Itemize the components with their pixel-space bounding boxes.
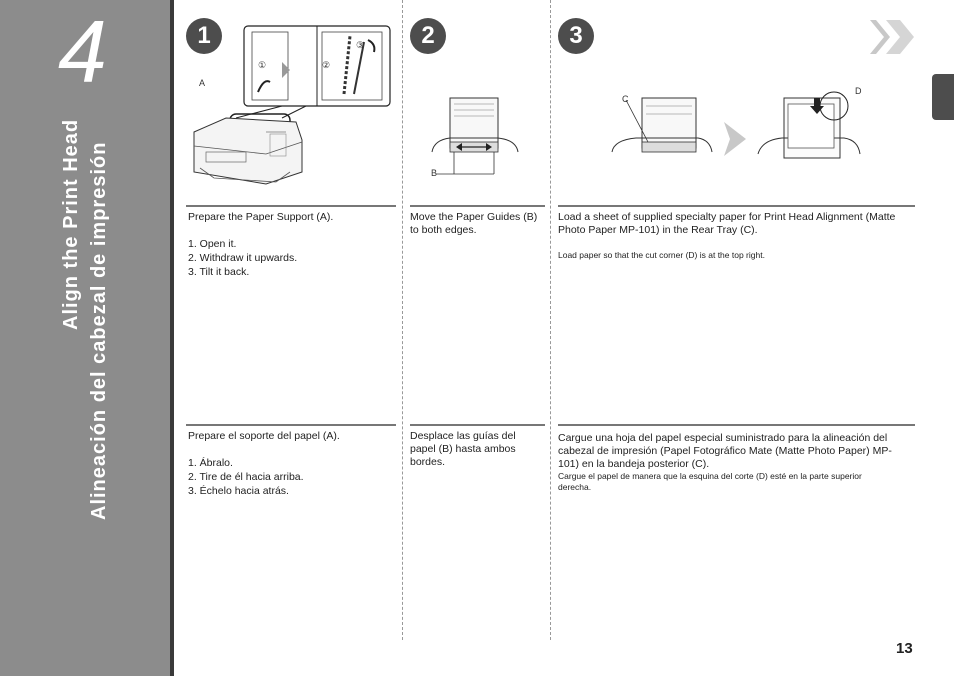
list-item: 2. Tire de él hacia arriba.: [188, 471, 304, 483]
callout-1: ①: [258, 60, 267, 70]
step-3-es-text: Cargue una hoja del papel especial suministrado para la alineación del cabezal de impresión (Papel Fotográfico Mate (Matte Photo Paper) MP-101) en la bandeja posterior (C).: [558, 432, 892, 470]
step-1-es-list: [188, 456, 394, 498]
step-3-en-note: Load paper so that the cut corner (D) is at the top right.: [558, 250, 765, 260]
callout-2: ②: [322, 60, 331, 70]
step-3-badge: 3: [558, 18, 594, 54]
rule: [186, 424, 396, 426]
next-page-double-arrow-icon: [870, 18, 918, 56]
step-1-es-text: [188, 430, 394, 498]
step-1-en-list: [188, 237, 394, 279]
step-3-es-note: Cargue el papel de manera que la esquina del corte (D) esté en la parte superior derecha.: [558, 471, 862, 492]
rule: [558, 205, 915, 207]
step-2-badge: 2: [410, 18, 446, 54]
callout-b: B: [431, 168, 438, 178]
list-item: 3. Tilt it back.: [188, 266, 250, 278]
rule: [410, 205, 545, 207]
rule: [186, 205, 396, 207]
column-divider: [402, 0, 403, 640]
step-2-en-text: Move the Paper Guides (B) to both edges.: [410, 211, 538, 236]
title-english: Align the Print Head: [60, 118, 82, 330]
step-1-printer-illustration: [186, 22, 396, 192]
step-1-badge: 1: [186, 18, 222, 54]
step-1-es-heading: Prepare el soporte del papel (A).: [188, 430, 340, 442]
list-item: 1. Ábralo.: [188, 457, 233, 469]
callout-c: C: [622, 94, 629, 104]
rule: [410, 424, 545, 426]
step-1-en-heading: Prepare the Paper Support (A).: [188, 211, 334, 223]
column-divider: [550, 0, 551, 640]
page-number: 13: [896, 640, 913, 657]
section-tab: [932, 74, 954, 120]
title-spanish: Alineación del cabezal de impresión: [88, 141, 110, 520]
step-2-es-text: Desplace las guías del papel (B) hasta ambos bordes.: [410, 430, 516, 468]
sidebar-edge: [170, 0, 174, 676]
list-item: 1. Open it.: [188, 238, 237, 250]
sidebar: [0, 0, 170, 676]
callout-3: ③: [356, 40, 365, 50]
rule: [558, 424, 915, 426]
step-arrow-icon: [724, 122, 746, 156]
callout-d: D: [855, 86, 862, 96]
list-item: 2. Withdraw it upwards.: [188, 252, 298, 264]
list-item: 3. Échelo hacia atrás.: [188, 485, 289, 497]
step-3-rear-tray-illustration: [606, 94, 716, 180]
callout-a: A: [199, 78, 206, 88]
step-3-paper-loaded-illustration: [754, 84, 866, 180]
step-number: 4: [58, 2, 107, 101]
step-3-en-text: Load a sheet of supplied specialty paper for Print Head Alignment (Matte Photo Paper MP-101) in the Rear Tray (C).: [558, 211, 896, 236]
step-1-en-text: [188, 211, 394, 279]
